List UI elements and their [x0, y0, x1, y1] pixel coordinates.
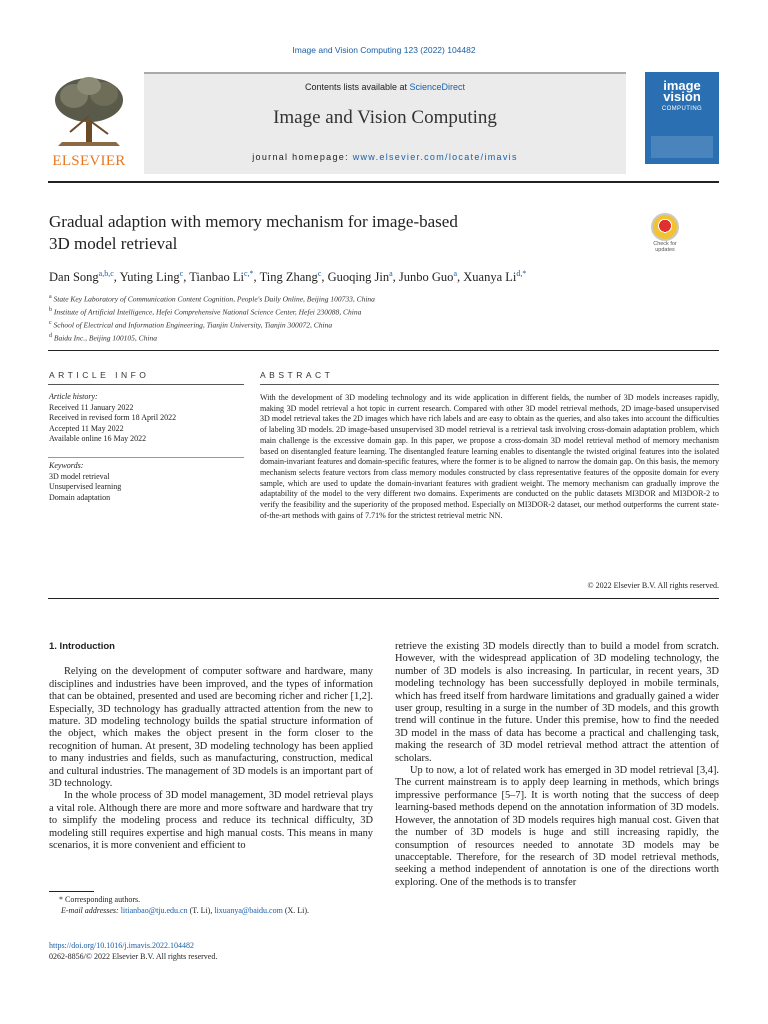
author-name: Xuanya Li — [463, 270, 517, 285]
affiliation-mark: a — [49, 294, 52, 300]
email-link-li-tianbao[interactable]: litianbao@tju.edu.cn — [120, 906, 188, 915]
author-affiliation-mark[interactable]: a,b,c — [98, 269, 114, 278]
title-line-1: Gradual adaption with memory mechanism for image-based — [49, 212, 458, 231]
affiliation-mark: d — [49, 333, 52, 340]
author-separator: , — [253, 270, 260, 285]
issn-line: 0262-8856/© 2022 Elsevier B.V. All rights reserved. — [49, 952, 218, 961]
keyword-item: Domain adaptation — [49, 492, 111, 502]
elsevier-logo[interactable] — [48, 76, 130, 170]
keywords-rule — [48, 457, 244, 458]
sciencedirect-link[interactable]: ScienceDirect — [409, 82, 466, 92]
abstract-text: With the development of 3D modeling technology and its wide application in different fields, the number of 3D models increases rapidly, making 3D model retrieval a hot topic in current research. Compared with other 3D model retrieval methods, 2D image-based unsupervised 3D model retrieval takes the 2D images which have rich labels and are easy to obtain as the queries, and also takes into account the difficulties of labeling 3D models. 2D image-based unsupervised 3D model retrieval is a retrieval task involving cross-domain adaptation problem, which main challenge is the excessive domain gap. In this paper, we propose a cross-domain 3D model retrieval method of memory mechanism based on disentangled feature learning. The disentangled feature learning enables to disentangle the twisted original features into the isolated domain-invariant features and domain-specific features, where the former is to be aligned to narrow the domain gap. On this basis, the memory mechanism selects feature vectors from class memory modules constructed by class representative features of the opposite domain for every sample, which are used to update the domain-invariant features with gradient weight. The memory mechanism can gradually improve the adaptability of the model to the very different two domains. Experiments are conducted on the public datasets MI3DOR and MI3DOR-2 to verify the feasibility and the superiority of the proposed method. Especially on MI3DOR-2 dataset, our method outperforms the current state-of-the-art methods with gains of 7.71% for the strictest retrieval metric NN. — [260, 393, 719, 520]
elsevier-wordmark: ELSEVIER — [52, 153, 126, 169]
info-rule — [48, 350, 719, 351]
check-for-updates-button[interactable] — [643, 213, 687, 255]
elsevier-tree-icon — [48, 76, 130, 150]
body-column-left — [49, 641, 373, 853]
abstract-heading: ABSTRACT — [260, 370, 334, 380]
journal-name: Image and Vision Computing — [273, 107, 497, 128]
author-name: Yuting Ling — [119, 270, 180, 285]
author-affiliation-mark[interactable]: c — [317, 269, 322, 278]
journal-cover-image[interactable] — [645, 72, 719, 164]
corresponding-authors-text: Corresponding authors. — [65, 895, 141, 904]
header-rule — [48, 181, 719, 183]
affiliation-item — [49, 331, 729, 344]
doi-block — [49, 940, 349, 962]
body-column-right — [395, 641, 719, 889]
author-affiliation-mark[interactable]: d,* — [516, 269, 527, 278]
history-list — [49, 403, 245, 445]
title-line-2: 3D model retrieval — [49, 234, 178, 253]
homepage-prefix: journal homepage: — [252, 152, 353, 162]
email-link-li-xuanya[interactable]: lixuanya@baidu.com — [214, 906, 283, 915]
keywords-block — [49, 461, 245, 503]
history-item: Available online 16 May 2022 — [49, 434, 147, 444]
cover-title — [645, 80, 719, 102]
journal-header — [48, 72, 628, 174]
right-column-paragraphs — [395, 641, 719, 889]
abstract-rule — [260, 384, 719, 385]
journal-reference-link[interactable]: Image and Vision Computing 123 (2022) 104482 — [292, 45, 476, 55]
journal-reference[interactable] — [0, 45, 768, 55]
history-heading: Article history: — [49, 392, 98, 401]
keyword-item: Unsupervised learning — [49, 482, 122, 492]
author-separator: , — [183, 270, 190, 285]
affiliation-text: Institute of Artificial Intelligence, Hefei Comprehensive National Science Center, Hefei 230088, China — [53, 307, 362, 317]
email-label: E-mail addresses: — [61, 906, 121, 915]
check-updates-icon — [651, 213, 679, 241]
author-affiliation-mark[interactable]: a — [453, 269, 457, 278]
email-owner-1: (T. Li), — [187, 906, 215, 915]
left-column-paragraphs — [49, 666, 373, 852]
author-affiliation-mark[interactable]: c — [179, 269, 184, 278]
abstract-copyright: © 2022 Elsevier B.V. All rights reserved. — [587, 581, 719, 590]
affiliation-mark: c — [49, 320, 52, 327]
affiliation-text: Baidu Inc., Beijing 100105, China — [53, 333, 157, 343]
affiliation-text: State Key Laboratory of Communication Content Cognition, People's Daily Online, Beijing 100733, China — [53, 294, 375, 304]
cover-word-image: image — [663, 78, 701, 93]
author-affiliation-mark[interactable]: a — [389, 269, 393, 278]
body-rule — [48, 598, 719, 599]
doi-link[interactable]: https://doi.org/10.1016/j.imavis.2022.104482 — [49, 941, 194, 950]
journal-homepage — [144, 152, 626, 162]
email-owner-2: (X. Li). — [282, 906, 310, 915]
cover-word-vision: vision — [663, 89, 701, 104]
history-item: Accepted 11 May 2022 — [49, 423, 124, 433]
body-paragraph: Up to now, a lot of related work has emerged in 3D model retrieval [3,4]. The current mainstream is to apply deep learning in methods, which brings impressive performance [5–7]. It is worth noting that the success of deep learning-based methods depend on the annotation information of 3D models. However, the annotation of 3D models requires high manual cost. Given that the number of 3D models is huge and still increasing rapidly, the consumption of resources needed to annotate 3D models may be unacceptable. Therefore, for the research of 3D model retrieval methods, seeking a method independent of annotation is one of the directions worth exploring. One of the methods is to transfer — [395, 765, 719, 888]
author-list — [49, 266, 729, 285]
keywords-heading: Keywords: — [49, 461, 84, 470]
corresponding-author-footnote — [55, 894, 385, 916]
author-name: Ting Zhang — [259, 270, 318, 285]
check-updates-line-2: updates — [655, 247, 675, 253]
affiliation-item — [49, 305, 729, 318]
check-updates-label — [643, 241, 687, 253]
check-updates-line-1: Check for — [653, 241, 677, 247]
author-name: Junbo Guo — [398, 270, 454, 285]
corresponding-authors-line: * Corresponding authors. — [55, 895, 141, 904]
article-info-heading: ARTICLE INFO — [49, 370, 150, 380]
history-item: Received 11 January 2022 — [49, 402, 134, 412]
author-name: Guoqing Jin — [327, 270, 390, 285]
author-separator: , — [321, 270, 328, 285]
footnote-rule — [49, 891, 94, 892]
article-history — [49, 392, 245, 445]
contents-line — [144, 82, 626, 92]
affiliation-text: School of Electrical and Information Engineering, Tianjin University, Tianjin 300072, China — [53, 320, 333, 330]
affiliation-mark: b — [49, 307, 52, 314]
author-separator: , — [392, 270, 399, 285]
homepage-link[interactable]: www.elsevier.com/locate/imavis — [352, 152, 518, 162]
affiliation-item — [49, 318, 729, 331]
affiliation-item — [49, 292, 729, 305]
cover-subtitle: COMPUTING — [661, 106, 703, 112]
history-item: Received in revised form 18 April 2022 — [49, 413, 177, 423]
email-line — [55, 905, 385, 916]
author-name: Tianbao Li — [189, 270, 244, 285]
introduction-heading: 1. Introduction — [49, 641, 115, 652]
cover-graphic — [651, 136, 713, 158]
keyword-item: 3D model retrieval — [49, 471, 110, 481]
author-separator: , — [113, 270, 120, 285]
body-paragraph: retrieve the existing 3D models directly than to build a model from scratch. However, with the widespread application of 3D modeling technology, the number of 3D models is also increasing. In particular, in recent years, 3D modeling technology has been successfully deployed in mobile terminals, which has freed itself from hardware limitations and gradually gained a wider user group, resulting in a surge in the number of 3D models, and this growth trend will continue in the future. Under this premise, how to find the needed 3D model in the mass of data has become a practical and challenging task, making the research of 3D model retrieval method attract the attention of scholars. — [395, 641, 719, 764]
journal-title-box — [144, 72, 626, 174]
affiliation-list — [49, 292, 729, 344]
article-title — [49, 211, 609, 255]
keyword-list — [49, 472, 245, 504]
body-paragraph: In the whole process of 3D model management, 3D model retrieval plays a vital role. Although there are more and more software and hardware that try to simplify the modeling process and reduce its technical difficulty, 3D modeling still requires expertise and high manual costs. This means in many scenarios, it is more convenient and efficient to — [49, 790, 373, 852]
author-name: Dan Song — [49, 270, 99, 285]
author-affiliation-mark[interactable]: c,* — [243, 269, 254, 278]
article-info-rule — [48, 384, 244, 385]
body-paragraph: Relying on the development of computer software and hardware, many disciplines and industries have been improved, and the types of information that can be obtained, presented and used are becoming richer and richer [1,2]. Especially, 3D technology has gradually attracted attention from the new to mature. 3D modeling technology builds the spatial structure information of the object, which makes the object present in the form closer to the recognition of human. At present, 3D modeling technology has been applied to many industries and fields, such as manufacturing, construction, medical and cultural industries. The management of 3D models is an important part of 3D technology. — [49, 666, 373, 790]
author-separator: , — [457, 270, 464, 285]
contents-prefix: Contents lists available at — [304, 82, 410, 92]
